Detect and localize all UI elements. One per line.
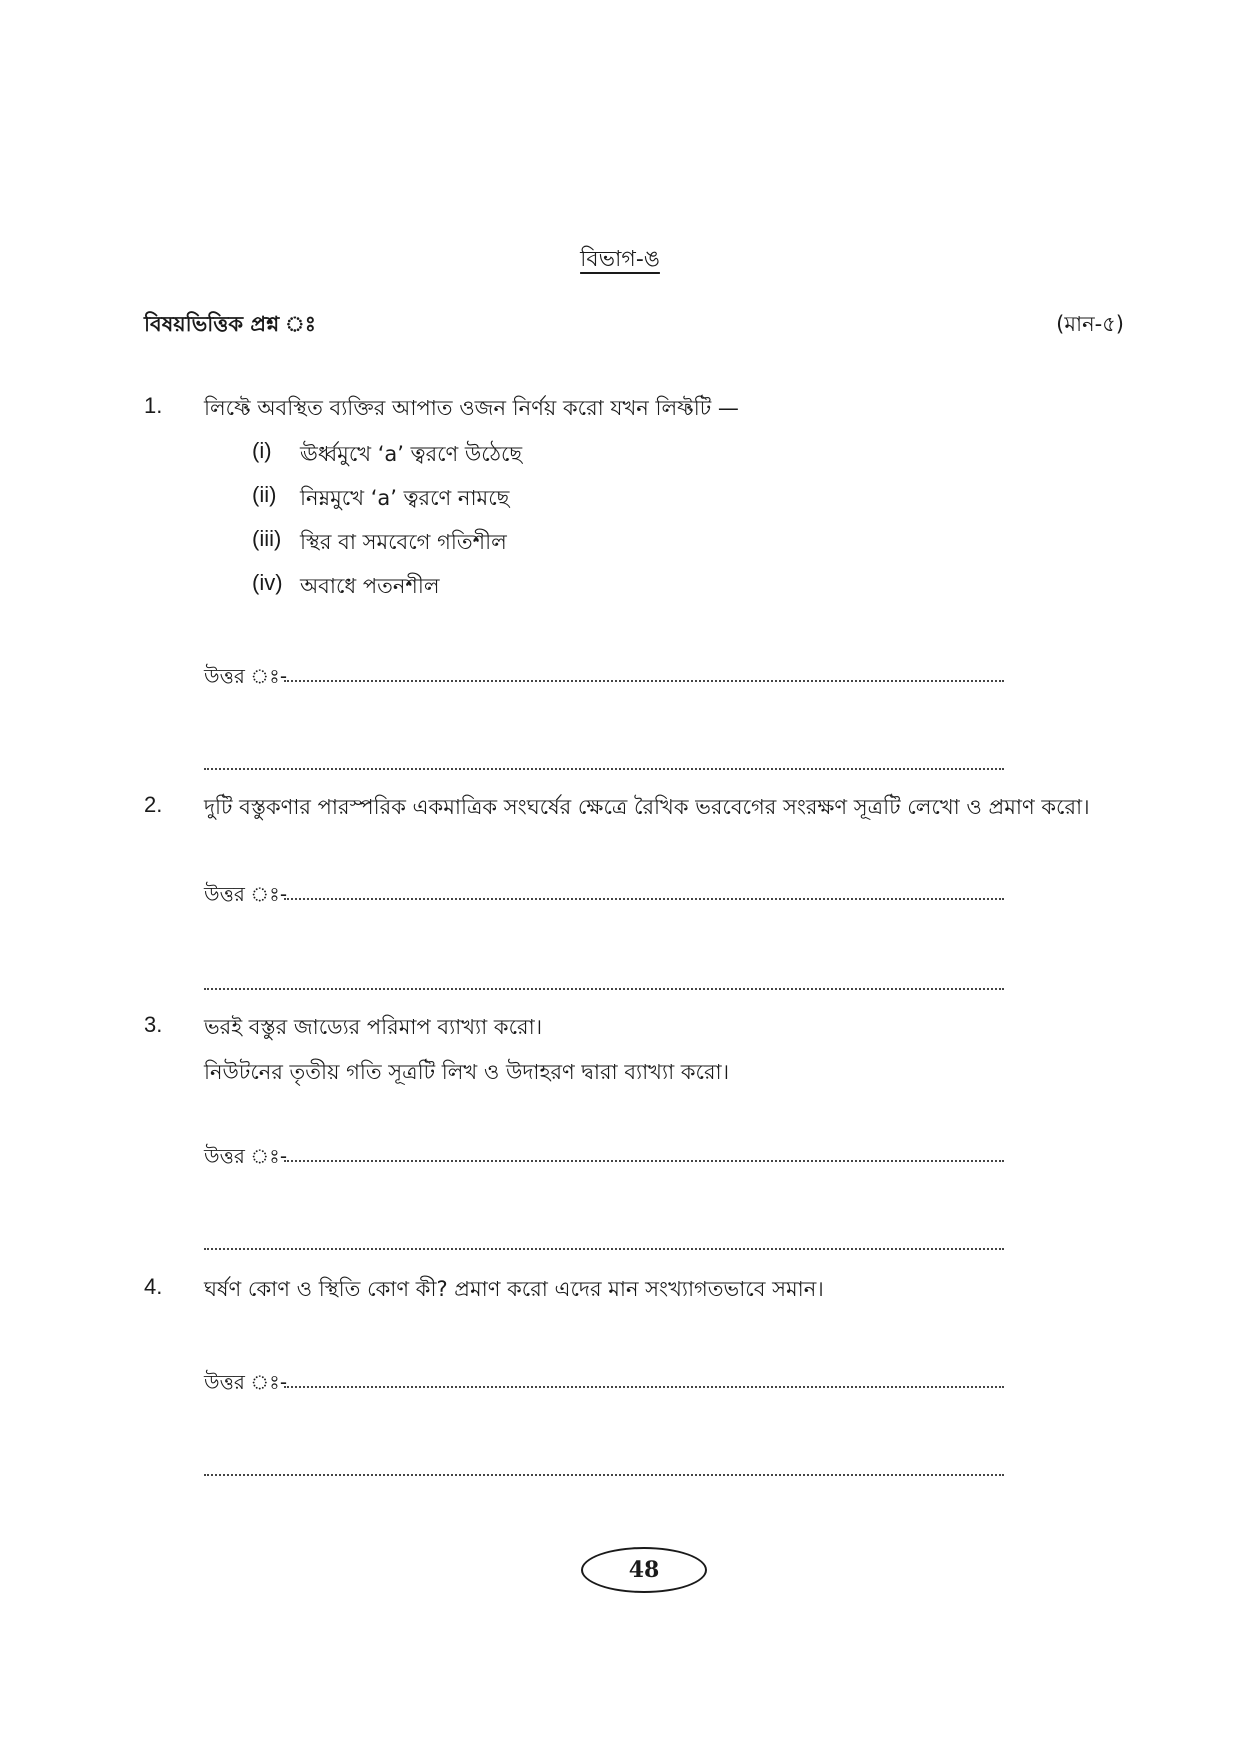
question-3-number: 3. [144, 1012, 163, 1037]
question-1-option-3-text: স্থির বা সমবেগে গতিশীল [300, 530, 507, 554]
question-2-number: 2. [144, 792, 163, 817]
question-2-answer-label: উত্তর ঃ- [204, 882, 288, 906]
question-3-answer-line-1[interactable] [284, 1160, 1004, 1162]
question-1-option-3-number: (iii) [252, 526, 282, 551]
question-4-number: 4. [144, 1274, 163, 1299]
section-title: বিভাগ-ঙ [580, 247, 660, 272]
question-2-answer-line-1[interactable] [284, 898, 1004, 900]
question-3-answer-line-2[interactable] [204, 1248, 1004, 1250]
question-1-option-1-number: (i) [252, 438, 272, 463]
question-2-text: দুটি বস্তুকণার পারস্পরিক একমাত্রিক সংঘর্ষের ক্ষেত্রে রৈখিক ভরবেগের সংরক্ষণ সূত্রটি লেখো ও প্রমাণ করো। [204, 795, 1090, 819]
question-1-option-1-text: ঊর্ধ্বমুখে ‘a’ ত্বরণে উঠেছে [300, 442, 523, 466]
question-1-number: 1. [144, 393, 163, 418]
question-4-answer-label: উত্তর ঃ- [204, 1370, 288, 1394]
question-1-option-4-text: অবাধে পতনশীল [300, 574, 440, 598]
question-4-answer-line-1[interactable] [284, 1386, 1004, 1388]
question-4-text: ঘর্ষণ কোণ ও স্থিতি কোণ কী? প্রমাণ করো এদের মান সংখ্যাগতভাবে সমান। [204, 1277, 824, 1301]
question-1-answer-label: উত্তর ঃ- [204, 664, 288, 688]
question-3-text-line-2: নিউটনের তৃতীয় গতি সূত্রটি লিখ ও উদাহরণ দ্বারা ব্যাখ্যা করো। [204, 1060, 730, 1084]
subheading-marks: (মান-৫) [1056, 312, 1124, 336]
question-2-answer-line-2[interactable] [204, 988, 1004, 990]
question-1-option-2-text: নিম্নমুখে ‘a’ ত্বরণে নামছে [300, 486, 510, 510]
question-1-answer-line-1[interactable] [284, 680, 1004, 682]
question-1-answer-line-2[interactable] [204, 768, 1004, 770]
question-4-answer-line-2[interactable] [204, 1474, 1004, 1476]
question-3-answer-label: উত্তর ঃ- [204, 1144, 288, 1168]
question-3-text-line-1: ভরই বস্তুর জাড্যের পরিমাপ ব্যাখ্যা করো। [204, 1015, 543, 1039]
page-number: 48 [581, 1547, 707, 1593]
question-1-text: লিফ্টে অবস্থিত ব্যক্তির আপাত ওজন নির্ণয় করো যখন লিফ্টটি — [204, 396, 739, 420]
subheading-topic: বিষয়ভিত্তিক প্রশ্ন ঃ [144, 312, 316, 336]
question-1-option-2-number: (ii) [252, 482, 277, 507]
question-1-option-4-number: (iv) [252, 570, 283, 595]
